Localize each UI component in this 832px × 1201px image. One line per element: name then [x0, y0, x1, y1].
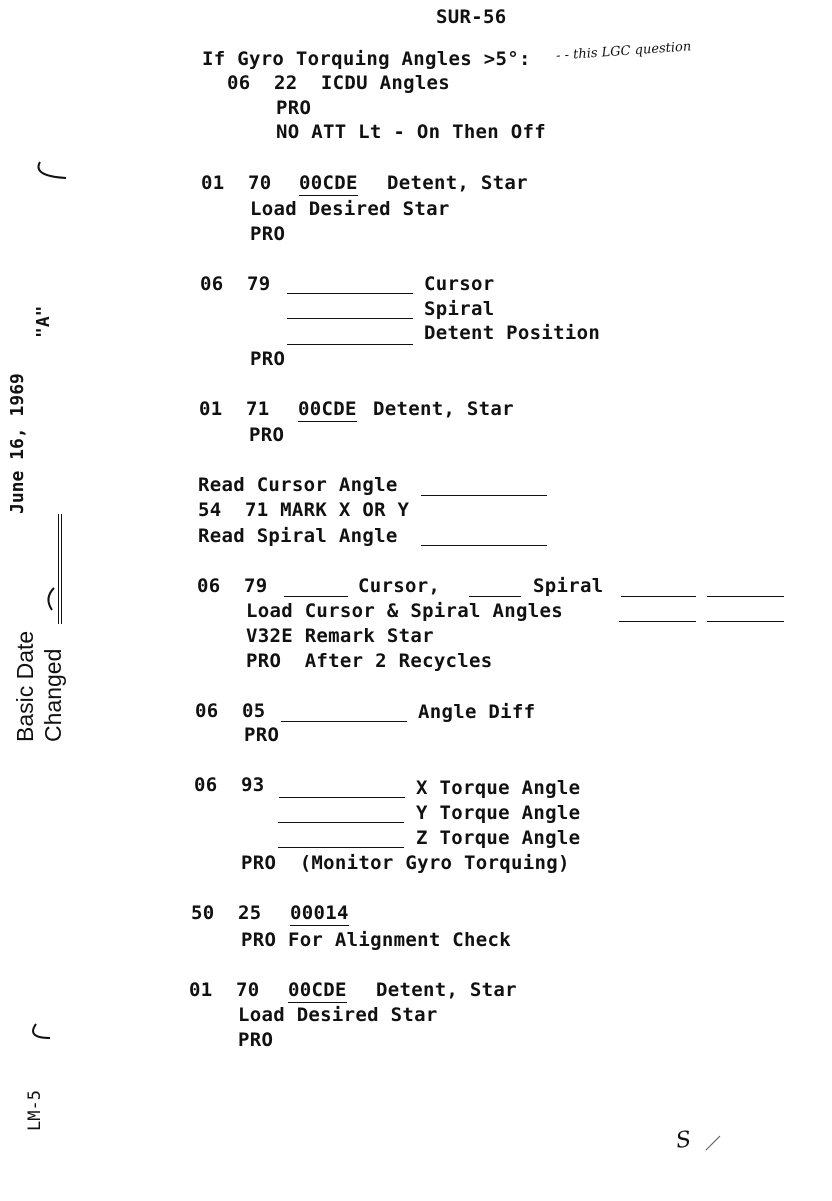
gyro-condition: If Gyro Torquing Angles >5°: — [202, 48, 531, 70]
detent-star-b: Detent, Star — [373, 398, 514, 420]
read-spiral-angle: Read Spiral Angle — [198, 525, 398, 547]
pro-monitor-line: PRO (Monitor Gyro Torquing) — [241, 852, 570, 874]
spiral-label: Spiral — [424, 298, 495, 320]
blank-box-3 — [619, 621, 696, 622]
cursor-comma-label: Cursor, — [358, 575, 441, 597]
code-a: 00CDE — [299, 172, 358, 194]
blank-box-1 — [621, 596, 696, 597]
pro-after-line: PRO After 2 Recycles — [246, 650, 493, 672]
verb-06-93: 06 93 — [194, 774, 265, 796]
mark-line: 54 71 MARK X OR Y — [198, 499, 410, 521]
noun-06-22-line: 06 22 ICDU Angles — [227, 72, 451, 94]
blank-spiral-short — [469, 596, 521, 597]
blank-spiral — [287, 318, 413, 319]
y-torque-label: Y Torque Angle — [416, 802, 581, 824]
verb-01-70-a: 01 70 — [201, 172, 272, 194]
pro-line: PRO — [250, 348, 286, 370]
verb-06-79-b: 06 79 — [197, 575, 268, 597]
detent-star-c: Detent, Star — [376, 979, 517, 1001]
v32e-line: V32E Remark Star — [246, 625, 434, 647]
code-d: 00CDE — [288, 979, 347, 1001]
code-b: 00CDE — [298, 398, 357, 420]
verb-50-25: 50 25 — [191, 902, 262, 924]
verb-01-70-b: 01 70 — [189, 979, 260, 1001]
pro-line: PRO — [238, 1029, 274, 1051]
pro-line: PRO — [244, 724, 280, 746]
verb-06-79-a: 06 79 — [200, 273, 271, 295]
pro-line: PRO — [249, 424, 285, 446]
load-cursor-spiral: Load Cursor & Spiral Angles — [246, 600, 563, 622]
basic-date-value: June 16, 1969 — [7, 373, 28, 514]
doc-code: LM-5 — [25, 1090, 45, 1131]
blank-box-4 — [707, 621, 784, 622]
blank-cursor-short — [284, 596, 348, 597]
margin-bracket-date — [42, 584, 62, 614]
pro-line: PRO — [276, 97, 312, 119]
footer-tick-mark — [700, 1130, 730, 1160]
basic-date-label: Basic Date — [12, 630, 38, 742]
blank-x-torque — [279, 797, 405, 798]
load-desired-star-b: Load Desired Star — [238, 1004, 438, 1026]
verb-01-71: 01 71 — [199, 398, 270, 420]
footer-handwritten-mark: S — [674, 1127, 693, 1154]
z-torque-label: Z Torque Angle — [416, 827, 581, 849]
blank-angle-diff — [281, 721, 407, 722]
blank-spiral-angle — [421, 545, 547, 546]
margin-bracket-bottom — [24, 1020, 64, 1050]
handwritten-note: - - this LGC question — [555, 39, 692, 64]
x-torque-label: X Torque Angle — [416, 777, 581, 799]
load-desired-star-a: Load Desired Star — [250, 198, 450, 220]
read-cursor-angle: Read Cursor Angle — [198, 474, 398, 496]
code-c: 00014 — [290, 902, 349, 924]
blank-cursor-angle — [421, 495, 547, 496]
spiral-label-b: Spiral — [533, 575, 604, 597]
cursor-label: Cursor — [424, 273, 495, 295]
page-id: SUR-56 — [436, 6, 507, 28]
pro-line: PRO — [250, 223, 286, 245]
pro-align-line: PRO For Alignment Check — [241, 929, 511, 951]
blank-detent-position — [287, 344, 413, 345]
blank-z-torque — [278, 847, 404, 848]
verb-06-05: 06 05 — [195, 700, 266, 722]
blank-box-2 — [707, 596, 784, 597]
blank-cursor — [287, 293, 413, 294]
blank-y-torque — [278, 822, 404, 823]
angle-diff-label: Angle Diff — [418, 701, 536, 723]
detent-position-label: Detent Position — [424, 322, 601, 344]
changed-label: Changed — [40, 648, 66, 742]
margin-bracket-top — [30, 158, 70, 188]
no-att-line: NO ATT Lt - On Then Off — [276, 121, 546, 143]
revision-letter: "A" — [33, 305, 54, 338]
detent-star-a: Detent, Star — [387, 172, 528, 194]
